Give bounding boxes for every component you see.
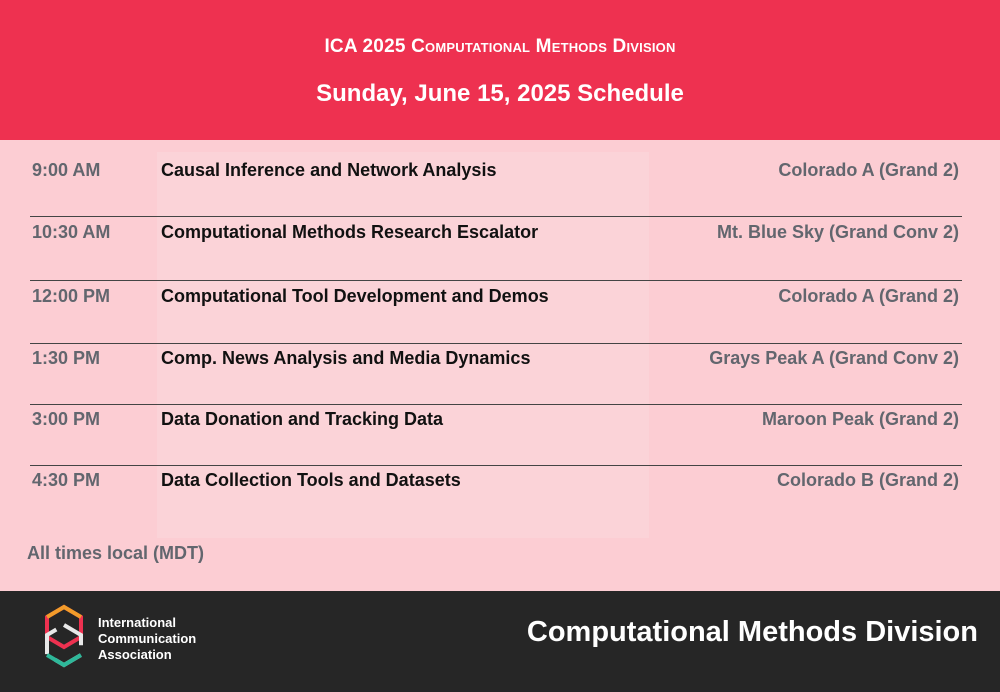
session-time: 9:00 AM	[32, 160, 101, 180]
session-title: Causal Inference and Network Analysis	[161, 160, 497, 180]
table-row	[30, 278, 962, 326]
page-subtitle: Sunday, June 15, 2025 Schedule	[316, 80, 684, 107]
division-name: Computational Methods Division	[526, 616, 978, 648]
session-title: Data Donation and Tracking Data	[161, 409, 444, 429]
org-line: Association	[98, 647, 172, 662]
table-row	[30, 152, 962, 200]
org-line: International	[98, 615, 177, 630]
session-title: Comp. News Analysis and Media Dynamics	[161, 348, 531, 368]
session-room: Colorado B (Grand 2)	[776, 470, 959, 490]
page-title	[0, 36, 1000, 58]
session-title: Computational Tool Development and Demos	[161, 286, 549, 306]
schedule-table	[0, 140, 1000, 591]
header-banner	[0, 0, 1000, 140]
session-room: Maroon Peak (Grand 2)	[761, 409, 959, 429]
organization-name	[98, 615, 196, 663]
session-time: 4:30 PM	[32, 470, 101, 490]
session-room: Mt. Blue Sky (Grand Conv 2)	[716, 222, 959, 242]
table-row	[30, 462, 962, 510]
table-row	[30, 340, 962, 388]
org-line: Communication	[98, 631, 197, 646]
session-time: 12:00 PM	[32, 286, 111, 306]
table-row	[30, 214, 962, 262]
timezone-note: All times local (MDT)	[27, 543, 205, 563]
session-time: 10:30 AM	[32, 222, 111, 242]
session-time: 1:30 PM	[32, 348, 101, 368]
session-time: 3:00 PM	[32, 409, 101, 429]
session-title: Data Collection Tools and Datasets	[161, 470, 461, 490]
title-prefix: ICA 2025	[324, 36, 412, 57]
session-title: Computational Methods Research Escalator	[161, 222, 539, 242]
title-division: Computational Methods Division	[411, 36, 676, 57]
footer-bar	[0, 591, 1000, 692]
table-row	[30, 401, 962, 449]
ica-hexagon-logo-icon	[44, 604, 84, 668]
session-room: Colorado A (Grand 2)	[778, 286, 959, 306]
session-room: Grays Peak A (Grand Conv 2)	[709, 348, 959, 368]
session-room: Colorado A (Grand 2)	[778, 160, 959, 180]
